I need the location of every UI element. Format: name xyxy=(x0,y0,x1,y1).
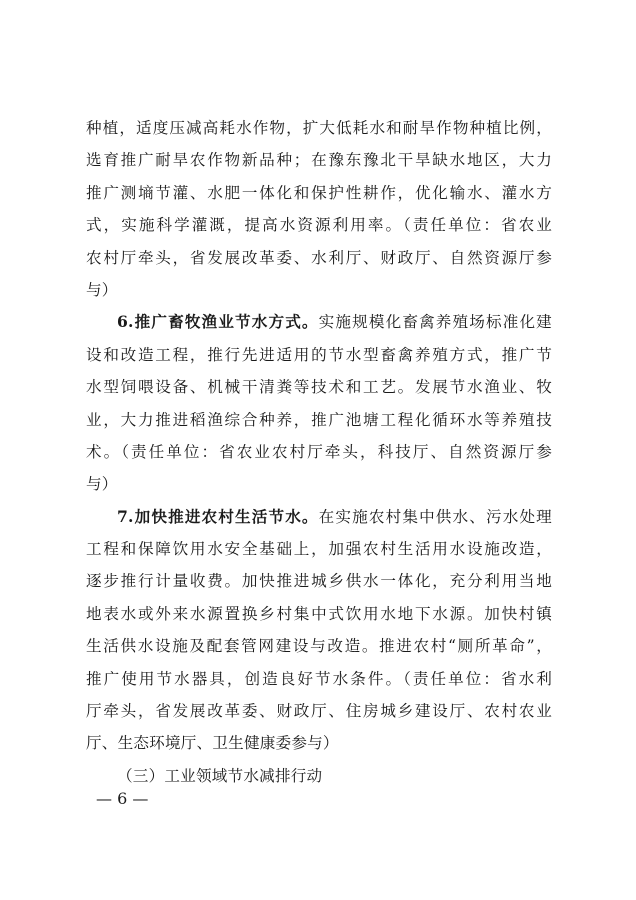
text-line: 术。（责任单位：省农业农村厅牵头，科技厅、自然资源厅参 xyxy=(86,442,552,461)
item-7-first-line: 在实施农村集中供水、污水处理 xyxy=(318,507,552,526)
text-line: 业，大力推进稻渔综合种养，推广池塘工程化循环水等养殖技 xyxy=(86,410,552,429)
paragraph-agriculture-water-saving xyxy=(86,112,552,306)
section-title: （三）工业领域节水减排行动 xyxy=(117,766,323,785)
text-line: 厅、生态环境厅、卫生健康委参与） xyxy=(86,734,339,753)
section-industry-heading xyxy=(86,760,552,792)
text-line: 地表水或外来水源置换乡村集中式饮用水地下水源。加快村镇 xyxy=(86,604,552,623)
item-6-heading: 6.推广畜牧渔业节水方式。 xyxy=(117,312,319,332)
text-line: 农村厅牵头，省发展改革委、水利厅、财政厅、自然资源厅参 xyxy=(86,248,552,267)
text-line: 推广测墒节灌、水肥一体化和保护性耕作，优化输水、灌水方 xyxy=(86,183,552,202)
text-line: 推广使用节水器具，创造良好节水条件。（责任单位：省水利 xyxy=(86,669,552,688)
text-line: 逐步推行计量收费。加快推进城乡供水一体化，充分利用当地 xyxy=(86,572,552,591)
text-line: 与） xyxy=(86,475,118,494)
body-text xyxy=(86,112,552,792)
text-line: 水型饲喂设备、机械干清粪等技术和工艺。发展节水渔业、牧 xyxy=(86,378,552,397)
text-line: 设和改造工程，推行先进适用的节水型畜禽养殖方式，推广节 xyxy=(86,345,552,364)
text-line: 式，实施科学灌溉，提高水资源利用率。（责任单位：省农业 xyxy=(86,216,552,235)
text-line: 与） xyxy=(86,280,118,299)
text-line: 生活供水设施及配套管网建设与改造。推进农村“厕所革命”， xyxy=(86,637,552,656)
text-line: 种植，适度压减高耗水作物，扩大低耗水和耐旱作物种植比例， xyxy=(86,119,552,137)
text-line xyxy=(86,501,552,533)
text-line: 厅牵头，省发展改革委、财政厅、住房城乡建设厅、农村农业 xyxy=(86,702,552,721)
text-line: 选育推广耐旱农作物新品种；在豫东豫北干旱缺水地区，大力 xyxy=(86,151,552,170)
text-line xyxy=(86,306,552,338)
paragraph-item-7 xyxy=(86,501,552,760)
item-6-first-line: 实施规模化畜禽养殖场标准化建 xyxy=(318,313,552,332)
page-number: — 6 — xyxy=(96,789,149,808)
paragraph-item-6 xyxy=(86,306,552,500)
item-7-heading: 7.加快推进农村生活节水。 xyxy=(117,506,319,526)
text-line: 工程和保障饮用水安全基础上，加强农村生活用水设施改造， xyxy=(86,540,552,559)
